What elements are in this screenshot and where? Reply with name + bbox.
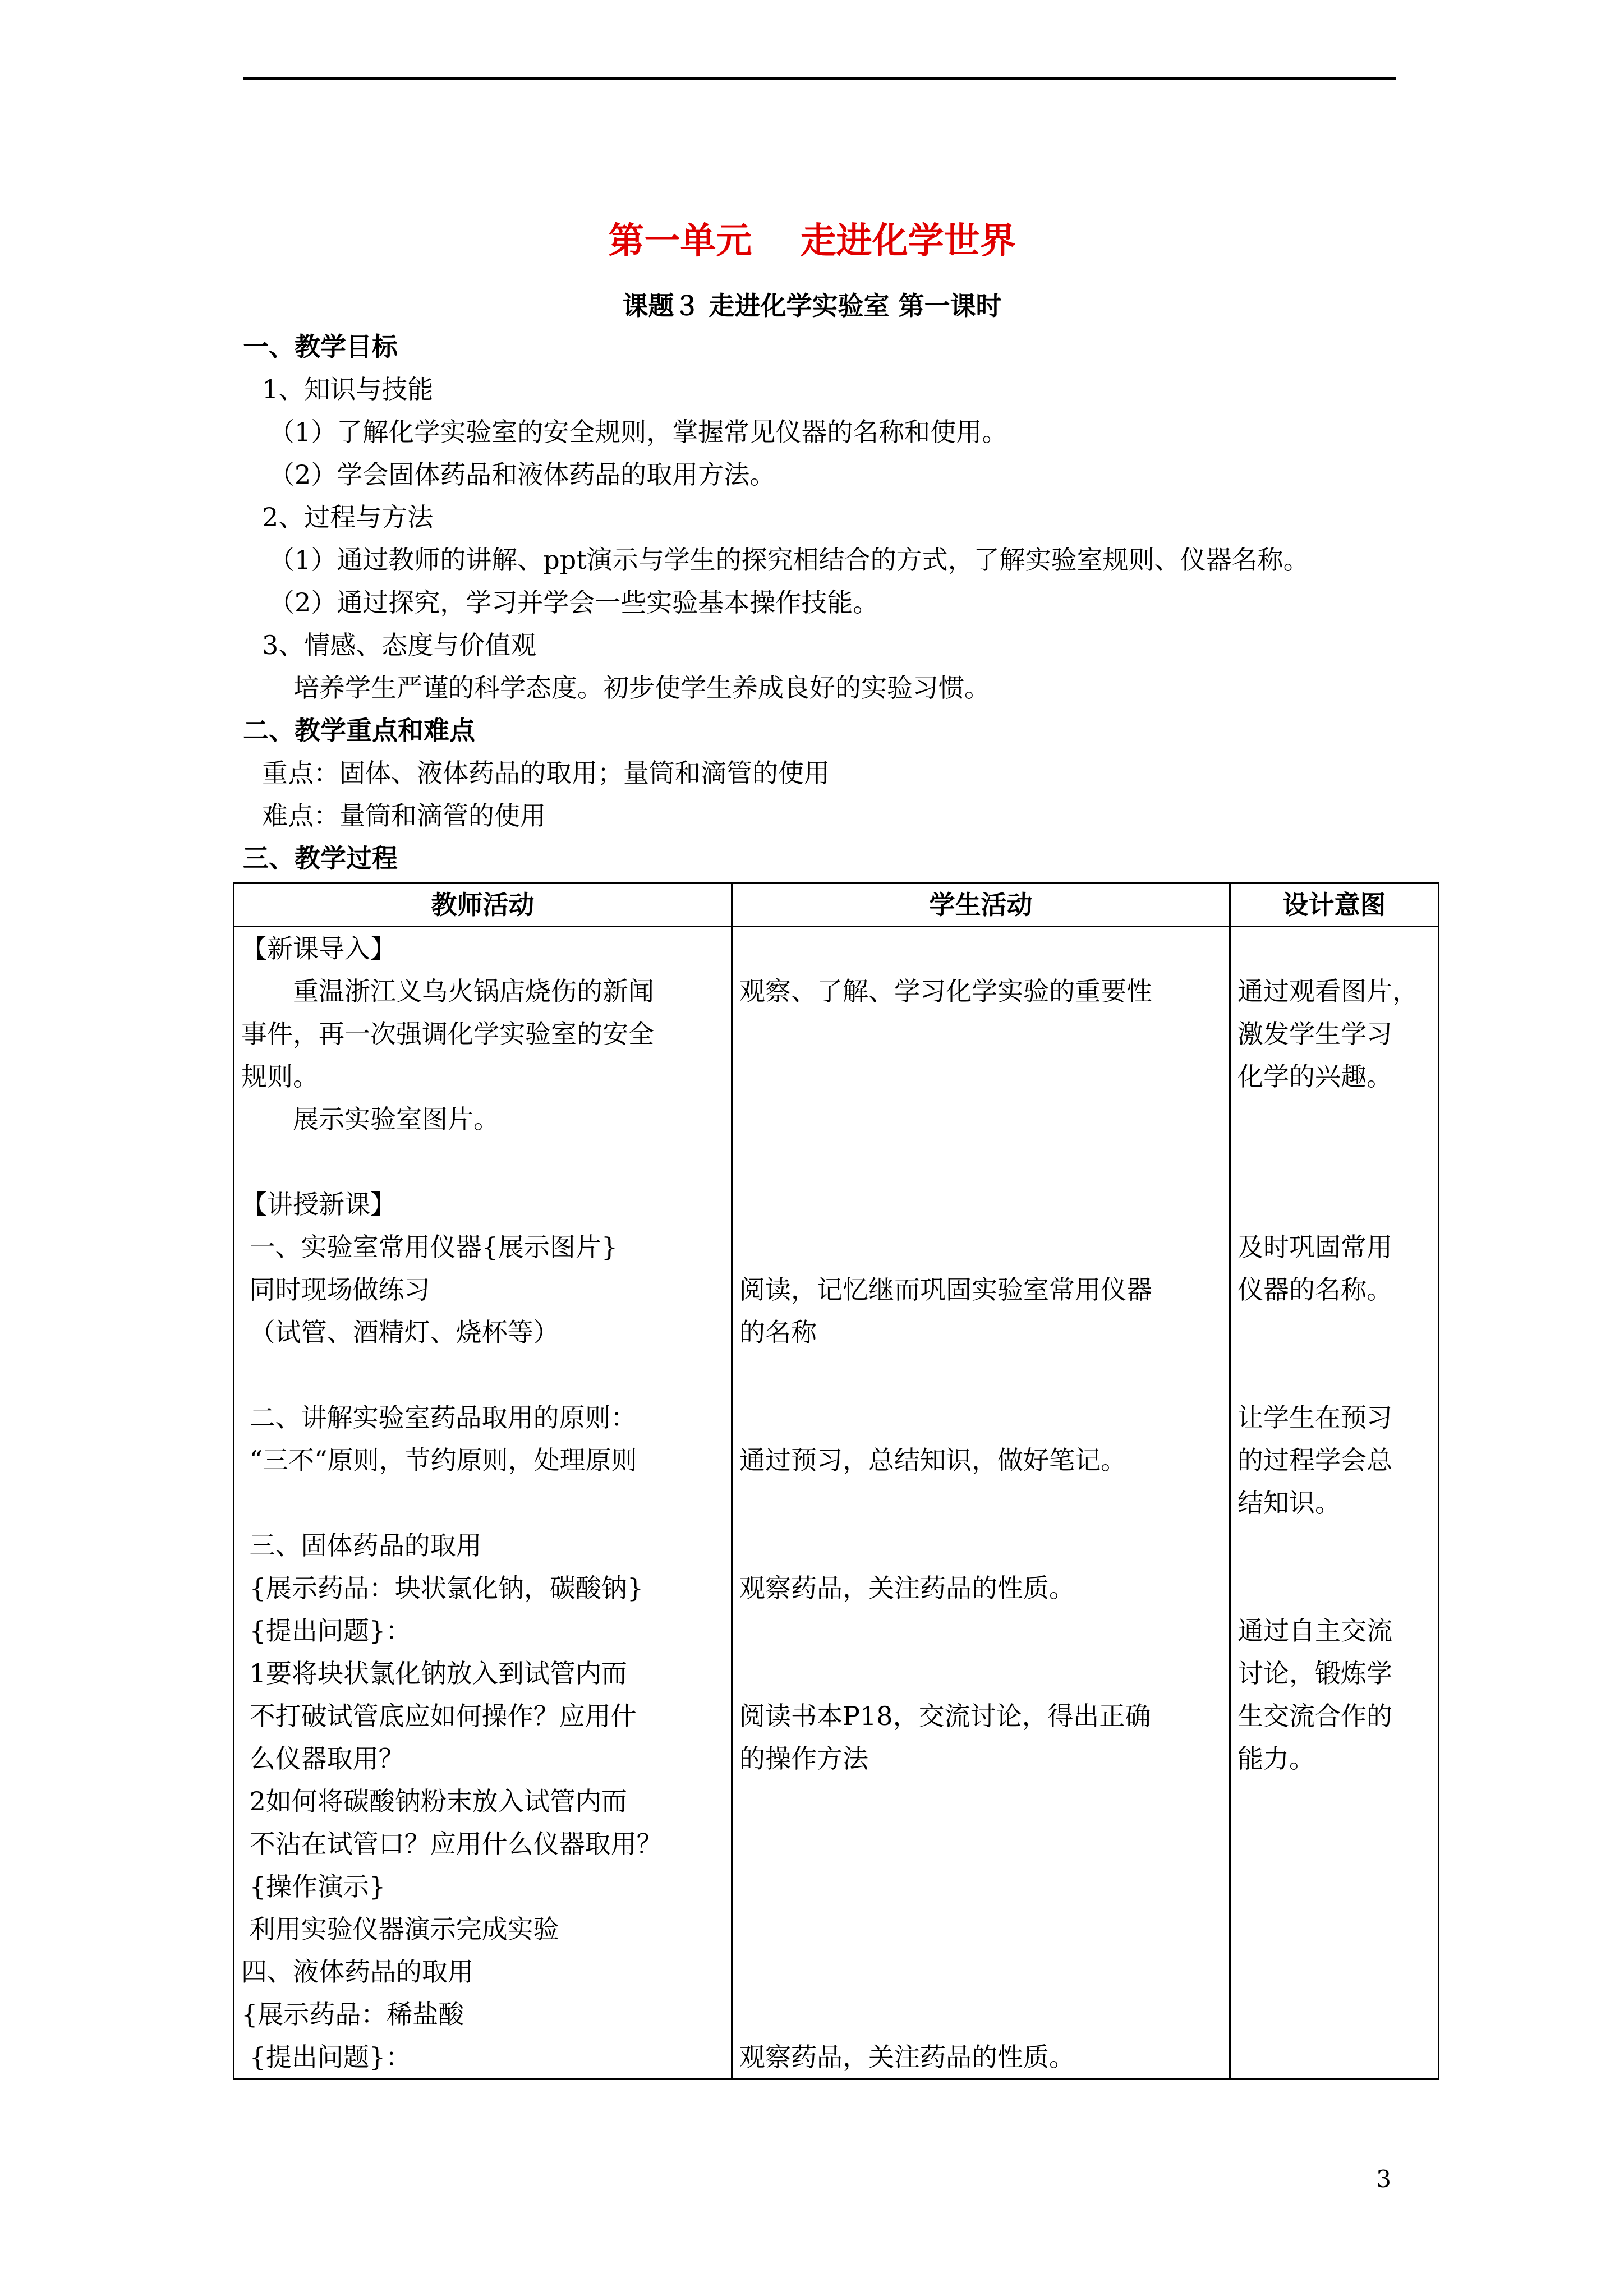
design-intent-line: 生交流合作的 bbox=[1237, 1701, 1392, 1731]
table-row bbox=[234, 927, 1439, 2079]
teacher-activity-line bbox=[241, 1481, 724, 1524]
teacher-activity-line: 事件，再一次强调化学实验室的安全 bbox=[241, 1019, 654, 1049]
outline-line: 难点：量筒和滴管的使用 bbox=[262, 800, 546, 831]
outline-line: （1）通过教师的讲解、ppt演示与学生的探究相结合的方式，了解实验室规则、仪器名称。 bbox=[269, 545, 1309, 575]
teacher-activity-line: 利用实验仪器演示完成实验 bbox=[241, 1914, 559, 1944]
design-intent-line bbox=[1237, 1183, 1431, 1226]
design-intent-line: 讨论，锻炼学 bbox=[1237, 1658, 1392, 1688]
student-activity-line: 的操作方法 bbox=[739, 1743, 868, 1774]
student-activity-line bbox=[739, 1823, 1222, 1865]
student-activity-line bbox=[739, 1354, 1222, 1396]
student-activity-line bbox=[739, 927, 1222, 970]
teacher-activity-line: {提出问题}： bbox=[241, 2042, 412, 2072]
design-intent-line: 的过程学会总 bbox=[1237, 1445, 1392, 1475]
design-intent-line bbox=[1237, 1823, 1431, 1865]
design-intent-line: 仪器的名称。 bbox=[1237, 1274, 1392, 1305]
design-intent-line bbox=[1237, 1098, 1431, 1140]
lesson-title: 课题３ 走进化学实验室 第一课时 bbox=[622, 291, 1002, 321]
student-activity-line: 观察、了解、学习化学实验的重要性 bbox=[739, 976, 1152, 1006]
student-activity-cell bbox=[732, 927, 1230, 2079]
design-intent-line bbox=[1237, 927, 1431, 970]
student-activity-line: 阅读书本P18，交流讨论，得出正确 bbox=[739, 1701, 1151, 1731]
header-rule bbox=[243, 77, 1396, 80]
teacher-activity-line: 二、讲解实验室药品取用的原则： bbox=[241, 1402, 637, 1433]
lesson-outline bbox=[243, 325, 1396, 880]
design-intent-line: 能力。 bbox=[1237, 1743, 1315, 1774]
student-activity-line bbox=[739, 1524, 1222, 1567]
teacher-activity-line: 【新课导入】 bbox=[241, 933, 396, 964]
design-intent-line bbox=[1237, 1865, 1431, 1908]
student-activity-line bbox=[739, 1865, 1222, 1908]
page-number: 3 bbox=[1376, 2165, 1391, 2193]
outline-line: 1、知识与技能 bbox=[262, 374, 434, 404]
teacher-activity-line: {展示药品：块状氯化钠，碳酸钠} bbox=[241, 1573, 644, 1603]
teacher-activity-line: （试管、酒精灯、烧杯等） bbox=[241, 1317, 559, 1347]
student-activity-line bbox=[739, 1993, 1222, 2036]
student-activity-line bbox=[739, 1140, 1222, 1183]
student-activity-line: 观察药品，关注药品的性质。 bbox=[739, 2042, 1075, 2072]
teacher-activity-line bbox=[241, 1354, 724, 1396]
unit-title: 第一单元 走进化学世界 bbox=[608, 220, 1016, 262]
teacher-activity-line: “三不“原则，节约原则，处理原则 bbox=[241, 1445, 637, 1475]
student-activity-line bbox=[739, 1098, 1222, 1140]
outline-line: 培养学生严谨的科学态度。初步使学生养成良好的实验习惯。 bbox=[293, 673, 990, 703]
header-teacher-activity: 教师活动 bbox=[234, 884, 732, 927]
student-activity-line bbox=[739, 1652, 1222, 1695]
design-intent-line bbox=[1237, 1950, 1431, 1993]
section-heading: 二、教学重点和难点 bbox=[243, 715, 475, 746]
outline-line: 2、过程与方法 bbox=[262, 502, 434, 532]
student-activity-line bbox=[739, 1055, 1222, 1098]
design-intent-line: 激发学生学习 bbox=[1237, 1019, 1392, 1049]
design-intent-line: 通过自主交流 bbox=[1237, 1616, 1392, 1646]
student-activity-line bbox=[739, 1609, 1222, 1652]
teacher-activity-line: 2如何将碳酸钠粉末放入试管内而 bbox=[241, 1786, 627, 1816]
design-intent-line bbox=[1237, 1311, 1431, 1354]
student-activity-line: 通过预习，总结知识，做好笔记。 bbox=[739, 1445, 1126, 1475]
design-intent-line: 化学的兴趣。 bbox=[1237, 1061, 1392, 1092]
teacher-activity-line: {操作演示} bbox=[241, 1871, 386, 1902]
design-intent-line: 及时巩固常用 bbox=[1237, 1232, 1392, 1262]
outline-line: （2）通过探究，学习并学会一些实验基本操作技能。 bbox=[269, 587, 879, 618]
student-activity-line bbox=[739, 1183, 1222, 1226]
design-intent-line bbox=[1237, 1140, 1431, 1183]
design-intent-line: 结知识。 bbox=[1237, 1488, 1341, 1518]
design-intent-line bbox=[1237, 1908, 1431, 1950]
outline-line: （1）了解化学实验室的安全规则，掌握常见仪器的名称和使用。 bbox=[269, 417, 1008, 447]
design-intent-line bbox=[1237, 2036, 1431, 2078]
teacher-activity-line: 展示实验室图片。 bbox=[241, 1104, 499, 1134]
student-activity-line bbox=[739, 1950, 1222, 1993]
student-activity-line: 观察药品，关注药品的性质。 bbox=[739, 1573, 1075, 1603]
teacher-activity-line bbox=[241, 1140, 724, 1183]
teacher-activity-line: 规则。 bbox=[241, 1061, 319, 1092]
teaching-process-table bbox=[233, 882, 1439, 2080]
design-intent-line: 让学生在预习 bbox=[1237, 1402, 1392, 1433]
student-activity-line bbox=[739, 1226, 1222, 1268]
teacher-activity-line: 三、固体药品的取用 bbox=[241, 1530, 482, 1561]
student-activity-line: 的名称 bbox=[739, 1317, 817, 1347]
student-activity-line bbox=[739, 1481, 1222, 1524]
header-design-intent: 设计意图 bbox=[1230, 884, 1439, 927]
teacher-activity-line: 1要将块状氯化钠放入到试管内而 bbox=[241, 1658, 627, 1688]
teacher-activity-line: 一、实验室常用仪器{展示图片} bbox=[241, 1232, 618, 1262]
design-intent-line bbox=[1237, 1567, 1431, 1609]
teacher-activity-line: 【讲授新课】 bbox=[241, 1189, 396, 1220]
table-header-row bbox=[234, 884, 1439, 927]
student-activity-line bbox=[739, 1780, 1222, 1823]
design-intent-line bbox=[1237, 1780, 1431, 1823]
design-intent-line bbox=[1237, 1524, 1431, 1567]
student-activity-line bbox=[739, 1908, 1222, 1950]
teacher-activity-line: 四、液体药品的取用 bbox=[241, 1957, 473, 1987]
teacher-activity-line: 不打破试管底应如何操作？应用什 bbox=[241, 1701, 637, 1731]
section-heading: 三、教学过程 bbox=[243, 843, 398, 873]
header-student-activity: 学生活动 bbox=[732, 884, 1230, 927]
teacher-activity-line: 重温浙江义乌火锅店烧伤的新闻 bbox=[241, 976, 654, 1006]
student-activity-line bbox=[739, 1396, 1222, 1439]
section-heading: 一、教学目标 bbox=[243, 332, 398, 362]
design-intent-line: 通过观看图片， bbox=[1237, 976, 1418, 1006]
student-activity-line: 阅读，记忆继而巩固实验室常用仪器 bbox=[739, 1274, 1152, 1305]
teacher-activity-line: 么仪器取用？ bbox=[241, 1743, 404, 1774]
student-activity-line bbox=[739, 1013, 1222, 1055]
teacher-activity-line: {展示药品：稀盐酸 bbox=[241, 1999, 464, 2030]
teacher-activity-line: 同时现场做练习 bbox=[241, 1274, 430, 1305]
outline-line: （2）学会固体药品和液体药品的取用方法。 bbox=[269, 459, 776, 490]
design-intent-line bbox=[1237, 1354, 1431, 1396]
outline-line: 3、情感、态度与价值观 bbox=[262, 630, 537, 660]
design-intent-line bbox=[1237, 1993, 1431, 2036]
outline-line: 重点：固体、液体药品的取用；量筒和滴管的使用 bbox=[262, 758, 830, 788]
teacher-activity-line: 不沾在试管口？应用什么仪器取用？ bbox=[241, 1829, 663, 1859]
teacher-activity-line: {提出问题}： bbox=[241, 1616, 412, 1646]
design-intent-cell bbox=[1230, 927, 1439, 2079]
teacher-activity-cell bbox=[234, 927, 732, 2079]
